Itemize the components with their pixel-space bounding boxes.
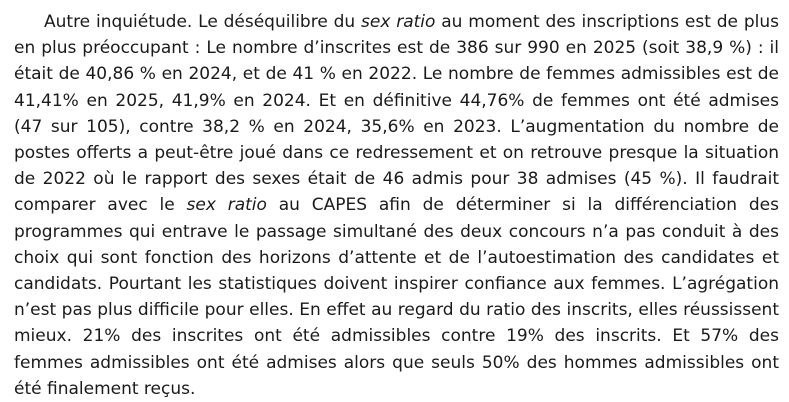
italic-term-sex-ratio: sex ratio <box>361 12 436 32</box>
text-segment: au CAPES afin de déterminer si la différenciation des programmes qui entrave le passage simultané des deux concours n’a pas conduit à des choix qui sont fonction des horizons d’attente et de l’autoestimation des candidates et candidats. Pourtant les statistiques doivent inspirer confiance aux femmes. L’agrégation n’est pas plus difficile pour elles. En effet au regard du ratio des inscrits, elles réussissent mieux. 21% des inscrites ont été admissibles contre 19% des inscrits. Et 57% des femmes admissibles ont été admises alors que seuls 50% des hommes admissibles ont été finalement reçus. <box>14 195 779 399</box>
body-paragraph <box>14 9 779 402</box>
text-segment: Autre inquiétude. Le déséquilibre du <box>44 12 362 32</box>
text-segment: au moment des inscriptions est de plus en plus préoccupant : Le nombre d’inscrites est de 386 sur 990 en 2025 (soit 38,9 %) : il était de 40,86 % en 2024, et de 41 % en 2022. Le nombre de femmes admissibles est de 41,41% en 2025, 41,9% en 2024. Et en définitive 44,76% de femmes ont été admises (47 sur 105), contre 38,2 % en 2024, 35,6% en 2023. L’augmentation du nombre de postes offerts a peut-être joué dans ce redressement et on retrouve presque la situation de 2022 où le rapport des sexes était de 46 admis pour 38 admises (45 %). Il faudrait comparer avec le <box>14 12 779 216</box>
italic-term-sex-ratio: sex ratio <box>186 195 267 216</box>
